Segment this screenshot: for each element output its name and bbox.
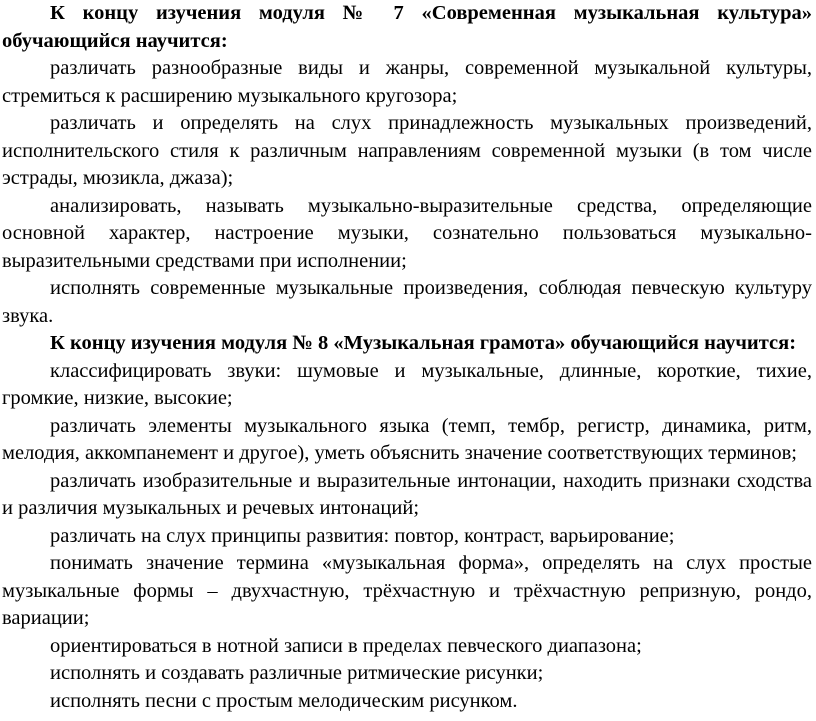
module-7-item: анализировать, называть музыкально-выразительные средства, определяющие основной характер, настроение музыки, сознательно пользоваться музыкально-выразительными средствами при исполнении; xyxy=(2,194,812,272)
module-8-heading: К концу изучения модуля № 8 «Музыкальная грамота» обучающийся научится: xyxy=(50,332,797,354)
module-8-item: различать изобразительные и выразительные интонации, находить признаки сходства и различия музыкальных и речевых интонаций; xyxy=(2,469,812,519)
module-8-item: различать элементы музыкального языка (темп, тембр, регистр, динамика, ритм, мелодия, аккомпанемент и другое), уметь объяснить значение соответствующих терминов; xyxy=(2,414,812,464)
document-page xyxy=(2,0,812,715)
module-7-item: исполнять современные музыкальные произведения, соблюдая певческую культуру звука. xyxy=(2,277,812,327)
module-8-item: исполнять и создавать различные ритмические рисунки; xyxy=(50,662,544,684)
module-8-item: ориентироваться в нотной записи в пределах певческого диапазона; xyxy=(50,634,642,657)
module-8-item: понимать значение термина «музыкальная форма», определять на слух простые музыкальные формы – двухчастную, трёхчастную и трёхчастную репризную, рондо, вариации; xyxy=(2,552,812,629)
module-8-item: классифицировать звуки: шумовые и музыкальные, длинные, короткие, тихие, громкие, низкие, высокие; xyxy=(2,359,812,409)
module-8-item: различать на слух принципы развития: повтор, контраст, варьирование; xyxy=(50,524,675,547)
module-7-item: различать разнообразные виды и жанры, современной музыкальной культуры, стремиться к расширению музыкального кругозора; xyxy=(2,57,812,107)
module-7-heading: К концу изучения модуля № 7 «Современная музыкальная культура» обучающийся научится: xyxy=(2,2,812,52)
module-7-item: различать и определять на слух принадлежность музыкальных произведений, исполнительского стиля к различным направлениям современной музыки (в том числе эстрады, мюзикла, джаза); xyxy=(2,112,812,189)
module-8-item: исполнять песни с простым мелодическим рисунком. xyxy=(50,689,518,712)
